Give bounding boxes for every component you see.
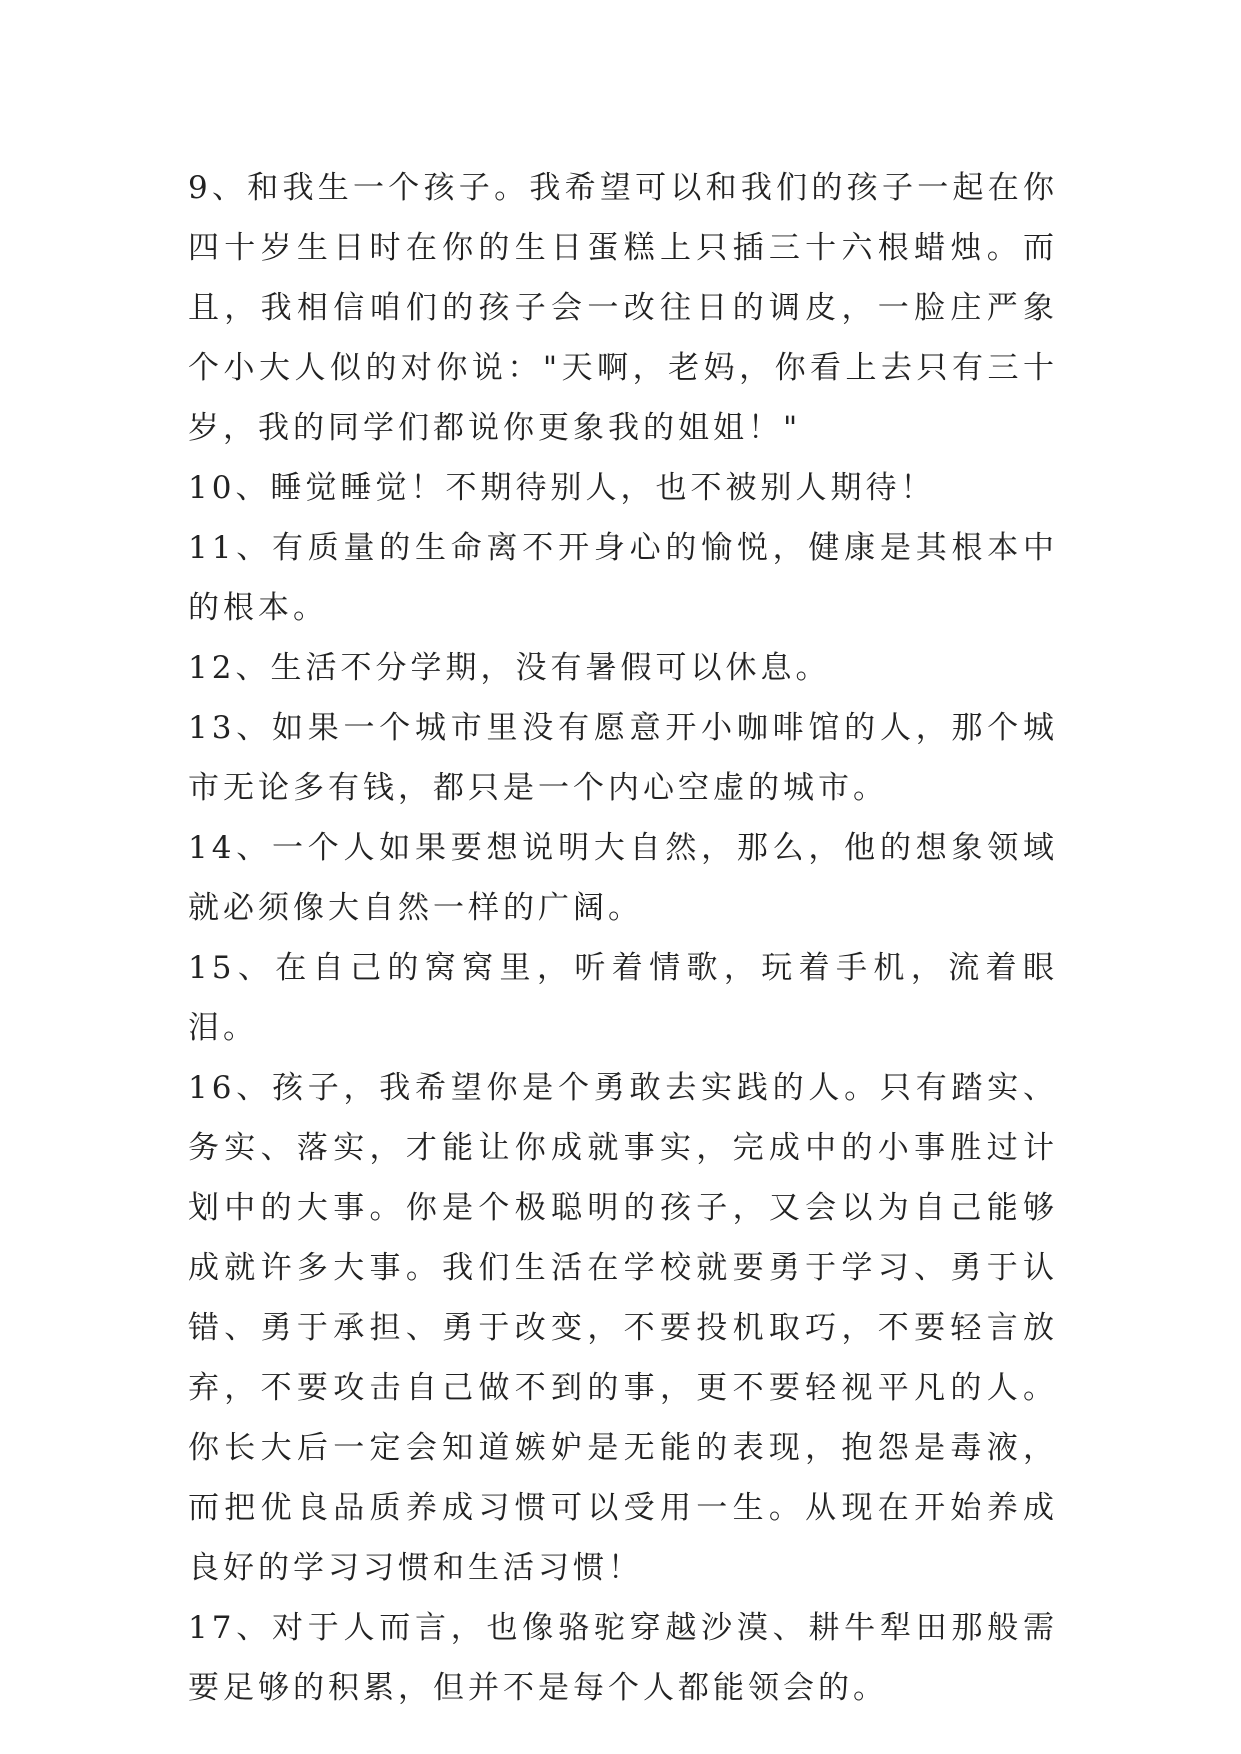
paragraph-15: 15、在自己的窝窝里，听着情歌，玩着手机，流着眼泪。 [188,950,1058,1046]
paragraph-14: 14、一个人如果要想说明大自然，那么，他的想象领域就必须像大自然一样的广阔。 [188,830,1058,926]
paragraph-17: 17、对于人而言，也像骆驼穿越沙漠、耕牛犁田那般需要足够的积累，但并不是每个人都能领会的。 [188,1610,1058,1706]
paragraph-10: 10、睡觉睡觉！不期待别人，也不被别人期待！ [188,470,936,506]
paragraph-9: 9、和我生一个孩子。我希望可以和我们的孩子一起在你四十岁生日时在你的生日蛋糕上只插三十六根蜡烛。而且，我相信咱们的孩子会一改往日的调皮，一脸庄严象个小大人似的对你说："天啊，老妈，你看上去只有三十岁，我的同学们都说你更象我的姐姐！" [188,170,1058,446]
paragraph-11: 11、有质量的生命离不开身心的愉悦，健康是其根本中的根本。 [188,530,1058,626]
paragraph-16: 16、孩子，我希望你是个勇敢去实践的人。只有踏实、务实、落实，才能让你成就事实，完成中的小事胜过计划中的大事。你是个极聪明的孩子，又会以为自己能够成就许多大事。我们生活在学校就要勇于学习、勇于认错、勇于承担、勇于改变，不要投机取巧，不要轻言放弃，不要攻击自己做不到的事，更不要轻视平凡的人。你长大后一定会知道嫉妒是无能的表现，抱怨是毒液，而把优良品质养成习惯可以受用一生。从现在开始养成良好的学习习惯和生活习惯！ [188,1070,1058,1586]
paragraph-12: 12、生活不分学期，没有暑假可以休息。 [188,650,831,686]
document-body [188,158,1058,1718]
paragraph-13: 13、如果一个城市里没有愿意开小咖啡馆的人，那个城市无论多有钱，都只是一个内心空虚的城市。 [188,710,1058,806]
